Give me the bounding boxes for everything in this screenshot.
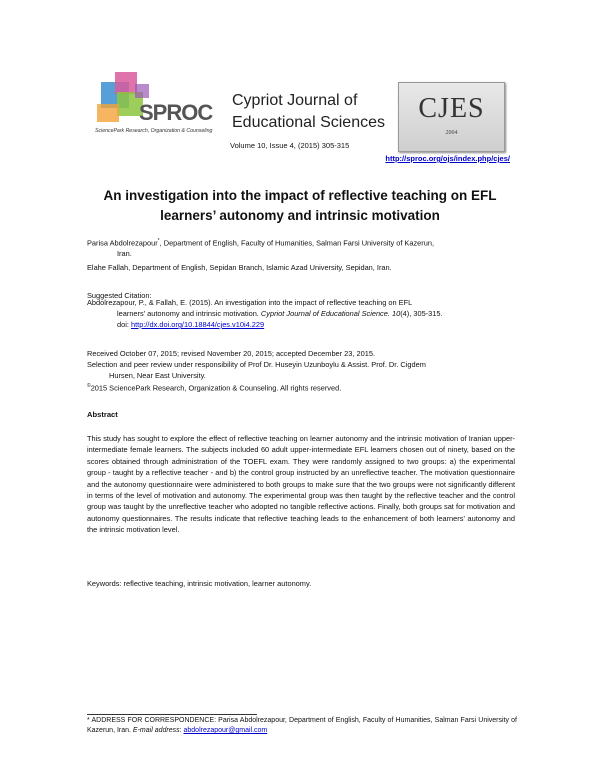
article-title: An investigation into the impact of reflective teaching on EFL learners’ autonomy and intrinsic motivation [103,188,497,223]
journal-name-line1: Cypriot Journal of [232,92,358,109]
keywords: Keywords: reflective teaching, intrinsic motivation, learner autonomy. [87,579,312,588]
email-link[interactable]: abdolrezapour@gmail.com [183,727,268,734]
copyright-mark: © [87,383,91,389]
citation-text: learners’ autonomy and intrinsic motivation. [117,309,261,318]
logo-text: SPROC [139,100,213,125]
volume-info: Volume 10, Issue 4, (2015) 305-315 [230,141,350,150]
author-1-affiliation: , Department of English, Faculty of Humanities, Salman Farsi University of Kazerun, [159,238,435,248]
cover-title: CJES [418,93,485,124]
copyright-text: 2015 SciencePark Research, Organization & Counseling. All rights reserved. [90,383,342,393]
journal-name [232,90,392,134]
citation-doi [87,319,517,330]
footnote-divider [87,714,257,715]
abstract-heading: Abstract [87,410,118,419]
citation-heading: Suggested Citation: [87,291,152,300]
correspondence-footnote [87,716,517,736]
citation-line-2 [87,308,517,319]
journal-name-line2: Educational Sciences [232,114,385,131]
doi-link[interactable]: http://dx.doi.org/10.18844/cjes.v10i4.229 [130,320,265,329]
logo-tagline: SciencePark Research, Organization & Counseling [95,128,213,134]
author-2: Elahe Fallah, Department of English, Sepidan Branch, Islamic Azad University, Sepidan, Iran. [87,263,392,272]
citation-pages: (4), 305-315. [400,309,443,318]
corresponding-mark: * [157,238,160,244]
journal-cover [398,82,505,152]
peer-review-line-1: Selection and peer review under responsibility of Prof Dr. Huseyin Uzunboylu & Assist. Prof. Dr. Cigdem [87,360,426,369]
author-1 [87,236,517,259]
email-separator: : [179,727,184,734]
citation-journal: Cypriot Journal of Educational Science. 10 [260,309,401,318]
cover-year: 2004 [445,130,458,136]
citation-line-1: Abdolrezapour, P., & Fallah, E. (2015). An investigation into the impact of reflective teaching on EFL [87,298,413,307]
footnote-text: ADDRESS FOR CORRESPONDENCE: Parisa Abdolrezapour, Department of English, Faculty of Humanities, Salman Farsi University of Kazerun, Iran. [87,717,517,734]
author-1-affiliation-country: Iran. [117,249,132,259]
suggested-citation [87,297,517,330]
peer-review-line-2: Hursen, Near East University. [109,371,206,380]
doi-prefix: doi: [117,320,131,329]
abstract-text: This study has sought to explore the effect of reflective teaching on learner autonomy and the intrinsic motivation of Iranian upper-intermediate female learners. The subjects included 60 adult upper-intermediate EFL learners chosen out of ninety, based on the scores obtained through administration of the TOEFL exam. They were randomly assigned to two groups: a) the experimental group - taught by a reflective teacher - and b) the control group instructed by an unreflective teacher. The motivation questionnaire and the autonomy questionnaire were administered to both groups to make sure that the two groups were not significantly different in terms of the level of motivation and autonomy. The experimental group was then taught by the reflective teacher and the control group was taught by the unreflective teacher who adopted no tangible reflective actions. Finally, both groups sat for motivation and autonomy questionnaires. The results indicate that reflective teaching leads to the enhancement of both learners’ autonomy and the intrinsic motivation level. [87,434,515,535]
email-label: E-mail address [132,727,180,734]
journal-url[interactable]: http://sproc.org/ojs/index.php/cjes/ [385,154,510,163]
publisher-logo [95,70,230,150]
author-1-name: Parisa Abdolrezapour [87,238,158,248]
footnote-mark: * [87,717,90,724]
received-dates: Received October 07, 2015; revised November 20, 2015; accepted December 23, 2015. [87,349,375,358]
article-history [87,348,517,393]
copyright [87,381,517,393]
